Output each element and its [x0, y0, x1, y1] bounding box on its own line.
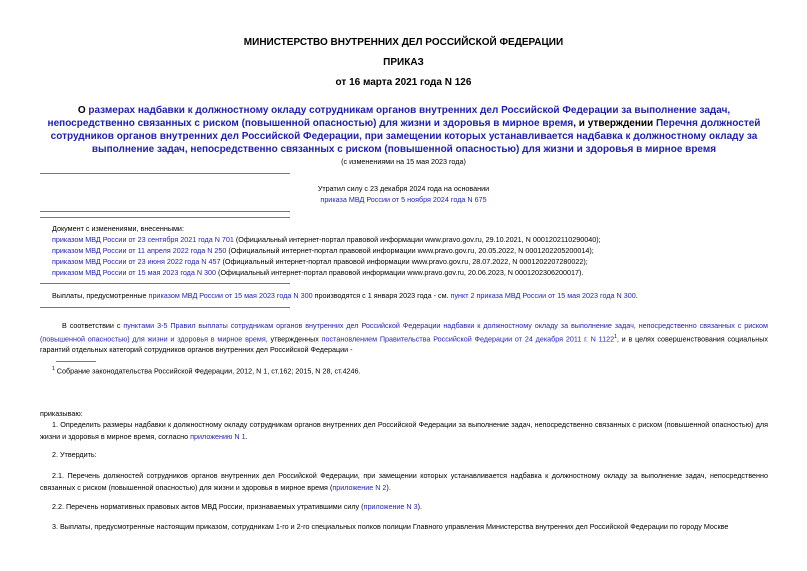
divider [40, 283, 290, 284]
amendment-item [52, 256, 588, 267]
document-title [40, 104, 768, 156]
amendment-source: (Официальный интернет-портал правовой информации www.pravo.gov.ru, 29.10.2021, N 0001202110290040); [233, 235, 601, 244]
amendment-link[interactable]: приказом МВД России от 11 апреля 2022 года N 250 [52, 246, 227, 255]
order-item-2-2 [52, 501, 422, 512]
doc-type-heading: ПРИКАЗ [383, 57, 424, 68]
divider [40, 217, 290, 218]
payments-note-text: производятся с 1 января 2023 года - см. [312, 291, 451, 300]
amendment-source: (Официальный интернет-портал правовой информации www.pravo.gov.ru, 20.06.2023, N 0001202306200017). [216, 268, 584, 277]
amendment-source: (Официальный интернет-портал правовой информации www.pravo.gov.ru, 28.07.2022, N 0001202207280022); [220, 257, 588, 266]
footnote-text: Собрание законодательства Российской Федерации, 2012, N 1, ст.162; 2015, N 28, ст.4246. [54, 366, 361, 376]
appendix-3-link[interactable]: приложение N 3 [363, 502, 418, 511]
payments-clause-link[interactable]: пункт 2 приказа МВД России от 15 мая 2023 года N 300 [450, 291, 636, 300]
amendment-link[interactable]: приказом МВД России от 23 сентября 2021 года N 701 [52, 235, 234, 244]
rules-link[interactable]: пунктами 3-5 Правил выплаты сотрудникам органов внутренних дел Российской Федерации надбавки к должностному окладу за выполнение задач, непосредственно связанных с риском (повышенной опасностью) для жизни и здоровья в мирное время [40, 321, 768, 343]
order-item-text: 2.1. Перечень должностей сотрудников органов внутренних дел Российской Федерации, при замещении которых устанавливается надбавка к должностному окладу за выполнение задач, непосредственно связанных с риском (повышенной опасностью) для жизни и здоровья в мирное время ( [40, 471, 768, 492]
divider [40, 307, 290, 308]
amendment-item [52, 234, 601, 245]
title-prefix: О [77, 105, 89, 116]
divider [40, 211, 290, 212]
expired-line: Утратил силу с 23 декабря 2024 года на основании [317, 184, 490, 193]
appendix-2-link[interactable]: приложение N 2 [332, 482, 387, 492]
title-link-positions-list[interactable]: Перечня должностей сотрудников органов внутренних дел Российской Федерации, при замещении которых устанавливается надбавка к должностному окладу за выполнение задач, непосредственно связанных с риском (повышенной опасностью) для жизни и здоровья в мирное время [50, 118, 761, 155]
changes-note: (с изменениями на 15 мая 2023 года) [341, 157, 466, 166]
payments-note [52, 290, 638, 301]
footnote-ref: 1 [614, 333, 617, 340]
order-item-text: ). [417, 502, 423, 511]
amendment-source: (Официальный интернет-портал правовой информации www.pravo.gov.ru, 20.05.2022, N 0001202205200014); [226, 246, 594, 255]
amendments-intro: Документ с изменениями, внесенными: [52, 224, 184, 233]
appendix-1-link[interactable]: приложению N 1 [190, 431, 246, 441]
order-item-3: 3. Выплаты, предусмотренные настоящим приказом, сотрудникам 1-го и 2-го специальных полков полиции Главного управления Министерства внутренних дел Российской Федерации по городу Москве [52, 522, 729, 531]
footnote [52, 364, 361, 376]
order-item-text: 2.2. Перечень нормативных правовых актов МВД России, признаваемых утратившими силу ( [52, 502, 364, 511]
footnote-divider [56, 361, 96, 362]
order-item-text: ). [386, 482, 391, 492]
amendment-item [52, 245, 594, 256]
order-word: приказываю: [40, 409, 83, 418]
order-item-1 [40, 419, 768, 442]
footnote-mark: 1 [52, 366, 55, 372]
order-item-text: 1. Определить размеры надбавки к должностному окладу сотрудникам органов внутренних дел Российской Федерации за выполнение задач, непосредственно связанных с риском (повышенной опасностью) для жизни и здоровья в мирное время, согласно [40, 420, 768, 441]
preamble-paragraph [40, 320, 768, 356]
expired-order-link[interactable]: приказа МВД России от 5 ноября 2024 года N 675 [320, 195, 487, 204]
preamble-text: В соответствии с [62, 321, 124, 330]
order-item-2: 2. Утвердить: [52, 450, 97, 459]
date-number-heading: от 16 марта 2021 года N 126 [335, 77, 472, 88]
amendment-item [52, 267, 583, 278]
title-link-allowance[interactable]: размерах надбавки к должностному окладу сотрудникам органов внутренних дел Российской Федерации за выполнение задач, непосредственно связанных с риском (повышенной опасностью) для жизни и здоровья в мирное время [47, 105, 731, 129]
divider [40, 173, 290, 174]
order-item-text: . [245, 431, 248, 441]
amendment-link[interactable]: приказом МВД России от 23 июня 2022 года N 457 [52, 257, 221, 266]
payments-order-link[interactable]: приказом МВД России от 15 мая 2023 года N 300 [148, 291, 313, 300]
payments-note-text: Выплаты, предусмотренные [52, 291, 149, 300]
preamble-text: , утвержденных [265, 333, 322, 343]
title-middle: , и утверждении [573, 118, 656, 129]
order-item-2-1 [40, 470, 768, 493]
payments-note-text: . [635, 291, 638, 300]
amendment-link[interactable]: приказом МВД России от 15 мая 2023 года N 300 [52, 268, 217, 277]
preamble-text: , и в целях совершенствования социальных гарантий отдельных категорий сотрудников органов внутренних дел Российской Федерации - [40, 333, 768, 355]
government-resolution-link[interactable]: постановлением Правительства Российской Федерации от 24 декабря 2011 г. N 1122 [321, 333, 615, 343]
expired-link [0, 194, 807, 205]
ministry-heading: МИНИСТЕРСТВО ВНУТРЕННИХ ДЕЛ РОССИЙСКОЙ ФЕДЕРАЦИИ [243, 37, 564, 48]
